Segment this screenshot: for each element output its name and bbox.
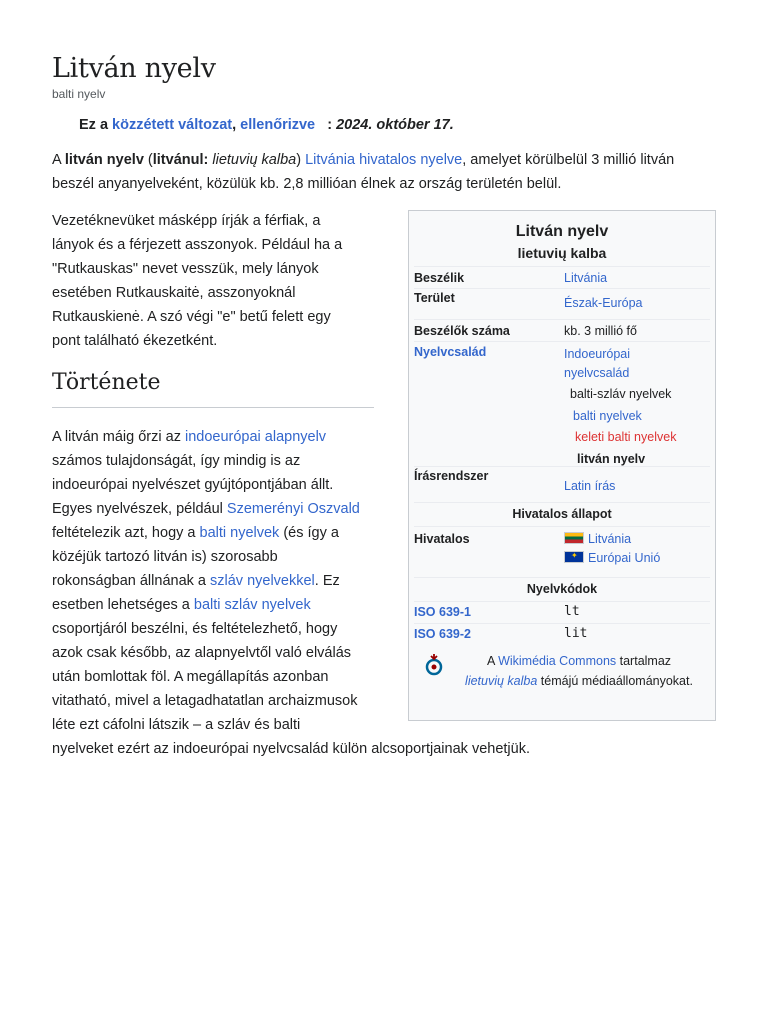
history-paragraph: A litván máig őrzi az indoeurópai alapnyelv számos tulajdonságát, így mindig is az indoeurópai nyelvészet gyújtópontjában állt. Egyes nyelvészek, például Szemerényi Oszvald feltételezik azt, hogy a balti nyelvek (és így a közéjük tartozó litván is) szorosabb rokonságban állnának a szláv nyelvekkel. Ez esetben lehetséges a balti szláv nyelvek csoportjáról beszélni, és feltételezhető, hogy azok csak később, az alapnyelvtől való elválás után bomlottak föl. A megállapítás azonban vitatható, mivel a letagadhatatlan archaizmusok léte ezt cáfolni látszik – a szláv és balti nyelveket ezért az indoeurópai nyelvcsalád külön alcsoportjainak vehetjük.	[52, 429, 530, 757]
indo-european-link[interactable]: Indoeurópai nyelvcsalád	[564, 347, 631, 380]
infobox-row-iso2: ISO 639-2 lit	[414, 623, 710, 645]
szemerenyi-link[interactable]: Szemerényi Oszvald	[226, 501, 360, 517]
infobox-row-speakers: Beszélők száma kb. 3 millió fő	[414, 319, 710, 341]
revision-date: 2024. október 17.	[336, 117, 454, 133]
european-union-link[interactable]: Európai Unió	[588, 551, 661, 565]
northern-europe-link[interactable]: Észak-Európa	[564, 296, 643, 310]
page-subtitle: balti nyelv	[52, 87, 106, 101]
lead-paragraph: A litván nyelv (litvánul: lietuvių kalba) Litvánia hivatalos nyelve, amelyet körülbelül 3 millió litván beszél anyanyelveként, közülük kb. 2,8 millióan élnek az ország területén belül.	[52, 152, 675, 192]
names-paragraph: Vezetéknevüket másképp írják a férfiak, a lányok és a férjezett asszonyok. Például ha a "Rutkauskas" nevet vesszük, mely lányok esetében Rutkauskaitė, asszonyoknál Rutkauskienė. A szó végi "e" betű felett egy pont található ékezetként.	[52, 213, 343, 349]
east-baltic-link[interactable]: keleti balti nyelvek	[575, 430, 677, 444]
infobox-header-codes: Nyelvkódok	[414, 577, 710, 601]
infobox	[408, 210, 716, 721]
infobox-header-official: Hivatalos állapot	[414, 502, 710, 526]
commons-link[interactable]: Wikimédia Commons	[498, 654, 617, 668]
eu-flag-icon	[564, 551, 584, 563]
balto-slavic-link[interactable]: balti szláv nyelvek	[193, 597, 311, 613]
lithuania-link[interactable]: Litvánia	[564, 271, 608, 285]
infobox-native-name: lietuvių kalba	[517, 245, 607, 261]
iso-639-1-link[interactable]: ISO 639-1	[414, 605, 471, 619]
latin-script-link[interactable]: Latin írás	[564, 479, 616, 493]
infobox-row-iso1: ISO 639-1 lt	[414, 601, 710, 623]
slavic-languages-link[interactable]: szláv nyelvekkel	[210, 573, 315, 589]
page-title: Litván nyelv	[52, 53, 216, 84]
infobox-row-script: Írásrendszer Latin írás	[414, 466, 710, 502]
infobox-row-region: Terület Észak-Európa	[414, 288, 710, 319]
infobox-row-official: Hivatalos Litvánia ✦Európai Unió	[414, 526, 710, 577]
official-lithuania-link[interactable]: Litvánia	[588, 532, 632, 546]
infobox-row-family: Nyelvcsalád Indoeurópai nyelvcsalád balti-szláv nyelvek balti nyelvek keleti balti nyelvek litván nyelv	[414, 341, 710, 466]
section-heading-history: Története	[52, 370, 374, 408]
baltic-link[interactable]: balti nyelvek	[573, 409, 642, 423]
published-version-link[interactable]: közzétett változat	[112, 117, 233, 133]
infobox-title: Litván nyelv	[515, 223, 609, 240]
language-family-link[interactable]: Nyelvcsalád	[414, 345, 487, 359]
infobox-row-spoken: Beszélik Litvánia	[414, 266, 710, 288]
official-language-link[interactable]: Litvánia hivatalos nyelve	[305, 152, 463, 168]
revision-notice: Ez a közzétett változat, ellenőrizve : 2024. október 17.	[79, 117, 454, 133]
wikimedia-commons-icon[interactable]	[423, 653, 445, 677]
commons-category-link[interactable]: lietuvių kalba	[465, 674, 538, 688]
lithuania-flag-icon	[564, 532, 584, 544]
commons-notice: A Wikimédia Commons tartalmaz lietuvių kalba témájú médiaállományokat.	[465, 654, 693, 688]
pie-link[interactable]: indoeurópai alapnyelv	[184, 429, 327, 445]
checked-link[interactable]: ellenőrizve	[240, 117, 316, 133]
iso-639-2-link[interactable]: ISO 639-2	[414, 627, 471, 641]
baltic-languages-link[interactable]: balti nyelvek	[199, 525, 280, 541]
